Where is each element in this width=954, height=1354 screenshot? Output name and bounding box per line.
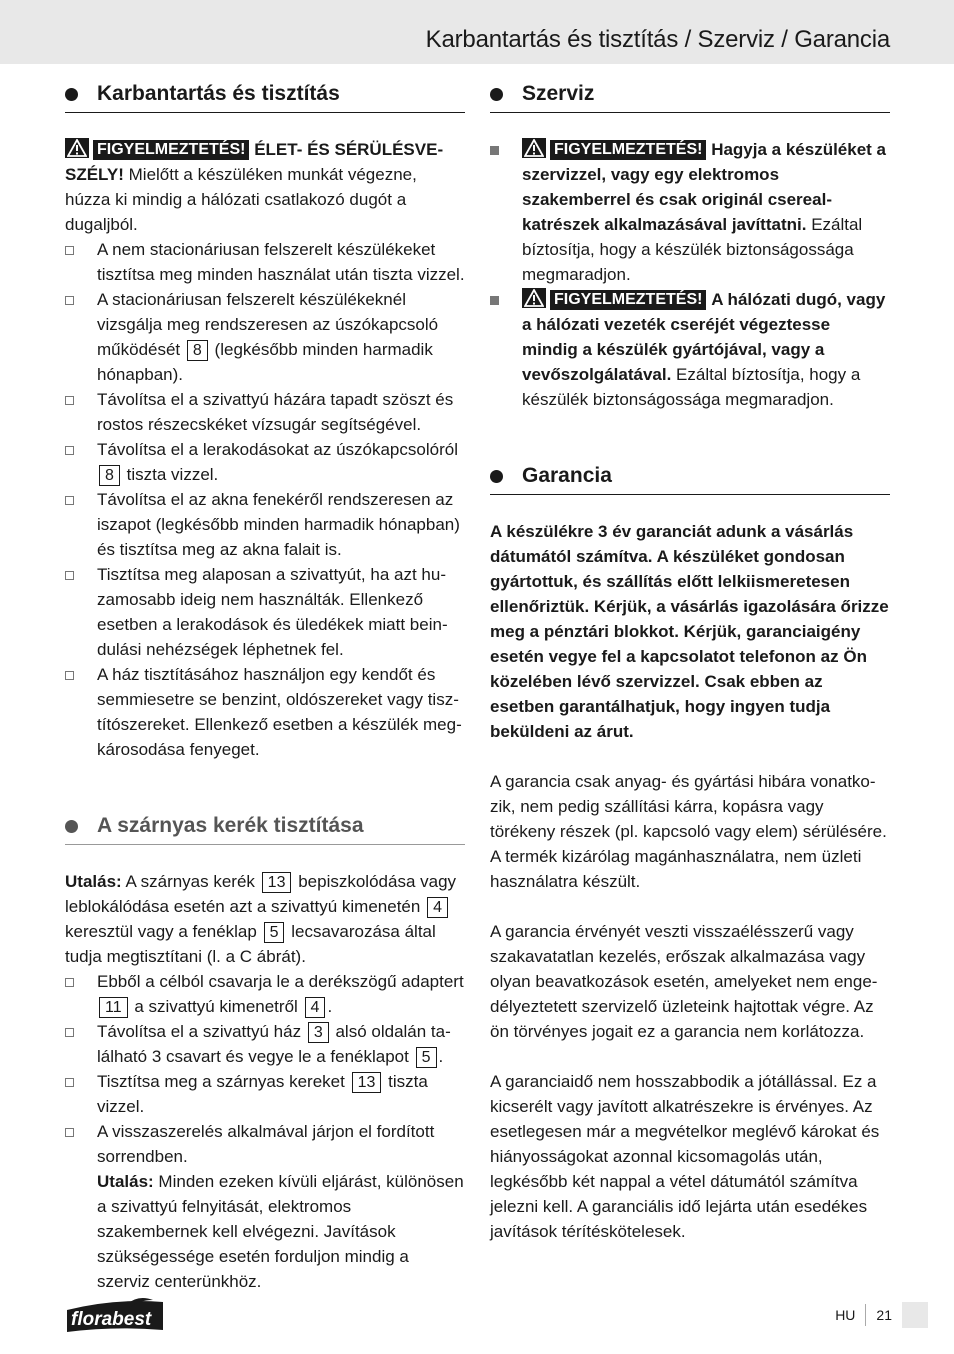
warranty-paragraph: A garanciaidő nem hosszabbodik a jótállással. Ez a kicserélt vagy javított alkatrészekre is érvényes. Az esetlegesen már a megvételkor meglévő károkat és hiányosságokat azonnal kicsomagolás után, legkésőbb két nappal a vétel dátumától számítva jelezni kell. A garanciális idő lejárta után esedékes javítások térítéskötelesek. <box>490 1072 880 1241</box>
footer-divider <box>865 1304 866 1326</box>
impeller-list <box>65 969 465 1294</box>
bullet-dot-icon <box>65 820 78 833</box>
bullet-icon <box>65 671 74 680</box>
warranty-paragraph: A garancia csak anyag- és gyártási hibára vonatkozik, nem pedig szállítási kárra, kopásra vagy törékeny részek (pl. kapcsoló vagy elem) sérülésére. A termék kizárólag magánhasználatra, nem üzleti használatra készült. <box>490 772 887 891</box>
part-ref: 4 <box>305 997 326 1018</box>
maintenance-list <box>65 237 465 762</box>
page-header <box>0 0 954 64</box>
reassembly-note: Utalás: Minden ezeken kívüli eljárást, különösen a szivattyú felnyitását, elektromos szakembernek kell elvégezni. Javítások szükségessége esetén forduljon mindig a szerviz centerünkhöz. <box>97 1172 464 1291</box>
bullet-icon <box>65 446 74 455</box>
part-ref: 13 <box>352 1072 382 1093</box>
list-item: Tisztítsa meg a szárnyas kereket 13 tiszta vizzel. <box>65 1069 465 1119</box>
list-item: A ház tisztításához használjon egy kendőt és semmiesetre se benzint, oldószereket vagy tisztítószereket. Ellenkező esetben a készülék megkárosodása fenyeget. <box>65 662 465 762</box>
bullet-icon <box>65 396 74 405</box>
page-footer <box>835 1302 928 1328</box>
bullet-icon <box>65 246 74 255</box>
list-item: A visszaszerelés alkalmával járjon el fordított sorrendben. Utalás: Minden ezeken kívüli eljárást, különösen a szivattyú felnyitását, elektromos szakembernek kell elvégezni. Javítások szükségessége esetén forduljon mindig a szerviz centerünkhöz. <box>65 1119 465 1294</box>
warning-triangle-icon <box>65 138 89 158</box>
list-item: FIGYELMEZTETÉS! Hagyja a készüléket a szervizzel, vagy egy elektromos szakemberrel és csak originál cserealkatrészek alkalmazásával javíttatni. Ezáltal bíztosítja, hogy a készülék biztonságossága megmaradjon. <box>490 137 890 287</box>
section-heading-impeller: A szárnyas kerék tisztítása <box>65 812 465 845</box>
list-item: Tisztítsa meg alaposan a szivattyút, ha azt huzamosabb ideig nem használták. Ellenkező esetben a lerakodások és üledékek miatt beindulási nehézségek léphetnek fel. <box>65 562 465 662</box>
svg-text:florabest: florabest <box>71 1309 152 1330</box>
part-ref: 5 <box>416 1047 437 1068</box>
part-ref: 4 <box>427 897 448 918</box>
bullet-dot-icon <box>490 470 503 483</box>
florabest-logo <box>65 1296 165 1334</box>
bullet-icon <box>65 571 74 580</box>
list-item: Távolítsa el az akna fenekéről rendszeresen az iszapot (legkésőbb minden harmadik hónapban) és tisztítsa meg az akna falait is. <box>65 487 465 562</box>
warranty-paragraph: A garancia érvényét veszti visszaélésszerű vagy szakavatatlan kezelés, erőszak alkalmazása vagy olyan beavatkozások esetén, amelyeket nem engedélyeztetett szervizelő üzleteink hajtottak végre. Az ön törvényes jogait ez a garancia nem korlátozza. <box>490 922 878 1041</box>
warranty-bold-paragraph: A készülékre 3 év garanciát adunk a vásárlás dátumától számítva. A készüléket gondosan gyártottuk, és szállítás előtt lelkiismeretesen ellenőriztük. Kérjük, a vásárlás igazolására őrizze meg a pénztári blokkot. Kérjük, garanciaigény esetén vegye fel a kapcsolatot telefonon az Ön közelében lévő szervizzel. Csak ebben az esetben garantálhatjuk, hogy ingyen tudja beküldeni az árut. <box>490 522 889 741</box>
list-item: A nem stacionáriusan felszerelt készülékeket tisztítsa meg minden használat után tiszta vizzel. <box>65 237 465 287</box>
warning-paragraph <box>65 137 465 237</box>
list-item: Távolítsa el a szivattyú ház 3 alsó oldalán található 3 csavart és vegye le a fenéklapot 5 . <box>65 1019 465 1069</box>
warning-label: FIGYELMEZTETÉS! <box>93 140 249 160</box>
warning-label: FIGYELMEZTETÉS! <box>550 140 706 160</box>
list-item: Távolítsa el a lerakodásokat az úszókapcsolóról 8 tiszta vizzel. <box>65 437 465 487</box>
section-heading-service: Szerviz <box>490 80 890 113</box>
bullet-icon <box>65 496 74 505</box>
part-ref: 3 <box>308 1022 329 1043</box>
list-item: Ebből a célból csavarja le a derékszögű adaptert 11 a szivattyú kimenetről 4 . <box>65 969 465 1019</box>
part-ref: 11 <box>99 997 128 1018</box>
bullet-icon <box>65 978 74 987</box>
bullet-icon <box>65 1128 74 1137</box>
impeller-note: Utalás: A szárnyas kerék 13 bepiszkolódása vagy leblokálódása esetén azt a szivattyú kimenetén 4 keresztül vagy a fenéklap 5 lecsavarozása által tudja megtisztítani (l. a C ábrát). <box>65 872 457 966</box>
bullet-icon <box>65 296 74 305</box>
right-column <box>490 80 890 1244</box>
part-ref: 13 <box>262 872 292 893</box>
bullet-icon <box>490 296 499 305</box>
part-ref: 8 <box>99 465 120 486</box>
warning-label: FIGYELMEZTETÉS! <box>550 290 706 310</box>
service-list <box>490 137 890 412</box>
warning-triangle-icon <box>522 138 546 158</box>
bullet-icon <box>490 146 499 155</box>
warning-bold-text: ÉLET- ÉS SÉRÜLÉSVESZÉLY! <box>65 140 444 184</box>
section-heading-maintenance: Karbantartás és tisztítás <box>65 80 465 113</box>
section-heading-warranty: Garancia <box>490 462 890 495</box>
bullet-dot-icon <box>65 88 78 101</box>
bullet-icon <box>65 1078 74 1087</box>
bullet-dot-icon <box>490 88 503 101</box>
part-ref: 8 <box>187 340 208 361</box>
left-column <box>65 80 465 1294</box>
list-item: A stacionáriusan felszerelt készülékeknél vizsgálja meg rendszeresen az úszókapcsoló működését 8 (legkésőbb minden harmadik hónapban). <box>65 287 465 387</box>
bullet-icon <box>65 1028 74 1037</box>
footer-tab <box>902 1302 928 1328</box>
page-title: Karbantartás és tisztítás / Szerviz / Garancia <box>425 26 890 53</box>
warning-text: Mielőtt a készüléken munkát végezne, húzza ki mindig a hálózati csatlakozó dugót a dugaljból. <box>65 165 417 234</box>
list-item: Távolítsa el a szivattyú házára tapadt szöszt és rostos részecskéket vízsugár segítségével. <box>65 387 465 437</box>
list-item: FIGYELMEZTETÉS! A hálózati dugó, vagy a hálózati vezeték cseréjét végeztesse mindig a készülék gyártójával, vagy a vevőszolgálatával. Ezáltal bíztosítja, hogy a készülék biztonságossága megmaradjon. <box>490 287 890 412</box>
page-number: 21 <box>876 1307 892 1323</box>
part-ref: 5 <box>264 922 285 943</box>
warning-triangle-icon <box>522 288 546 308</box>
language-code: HU <box>835 1307 856 1323</box>
